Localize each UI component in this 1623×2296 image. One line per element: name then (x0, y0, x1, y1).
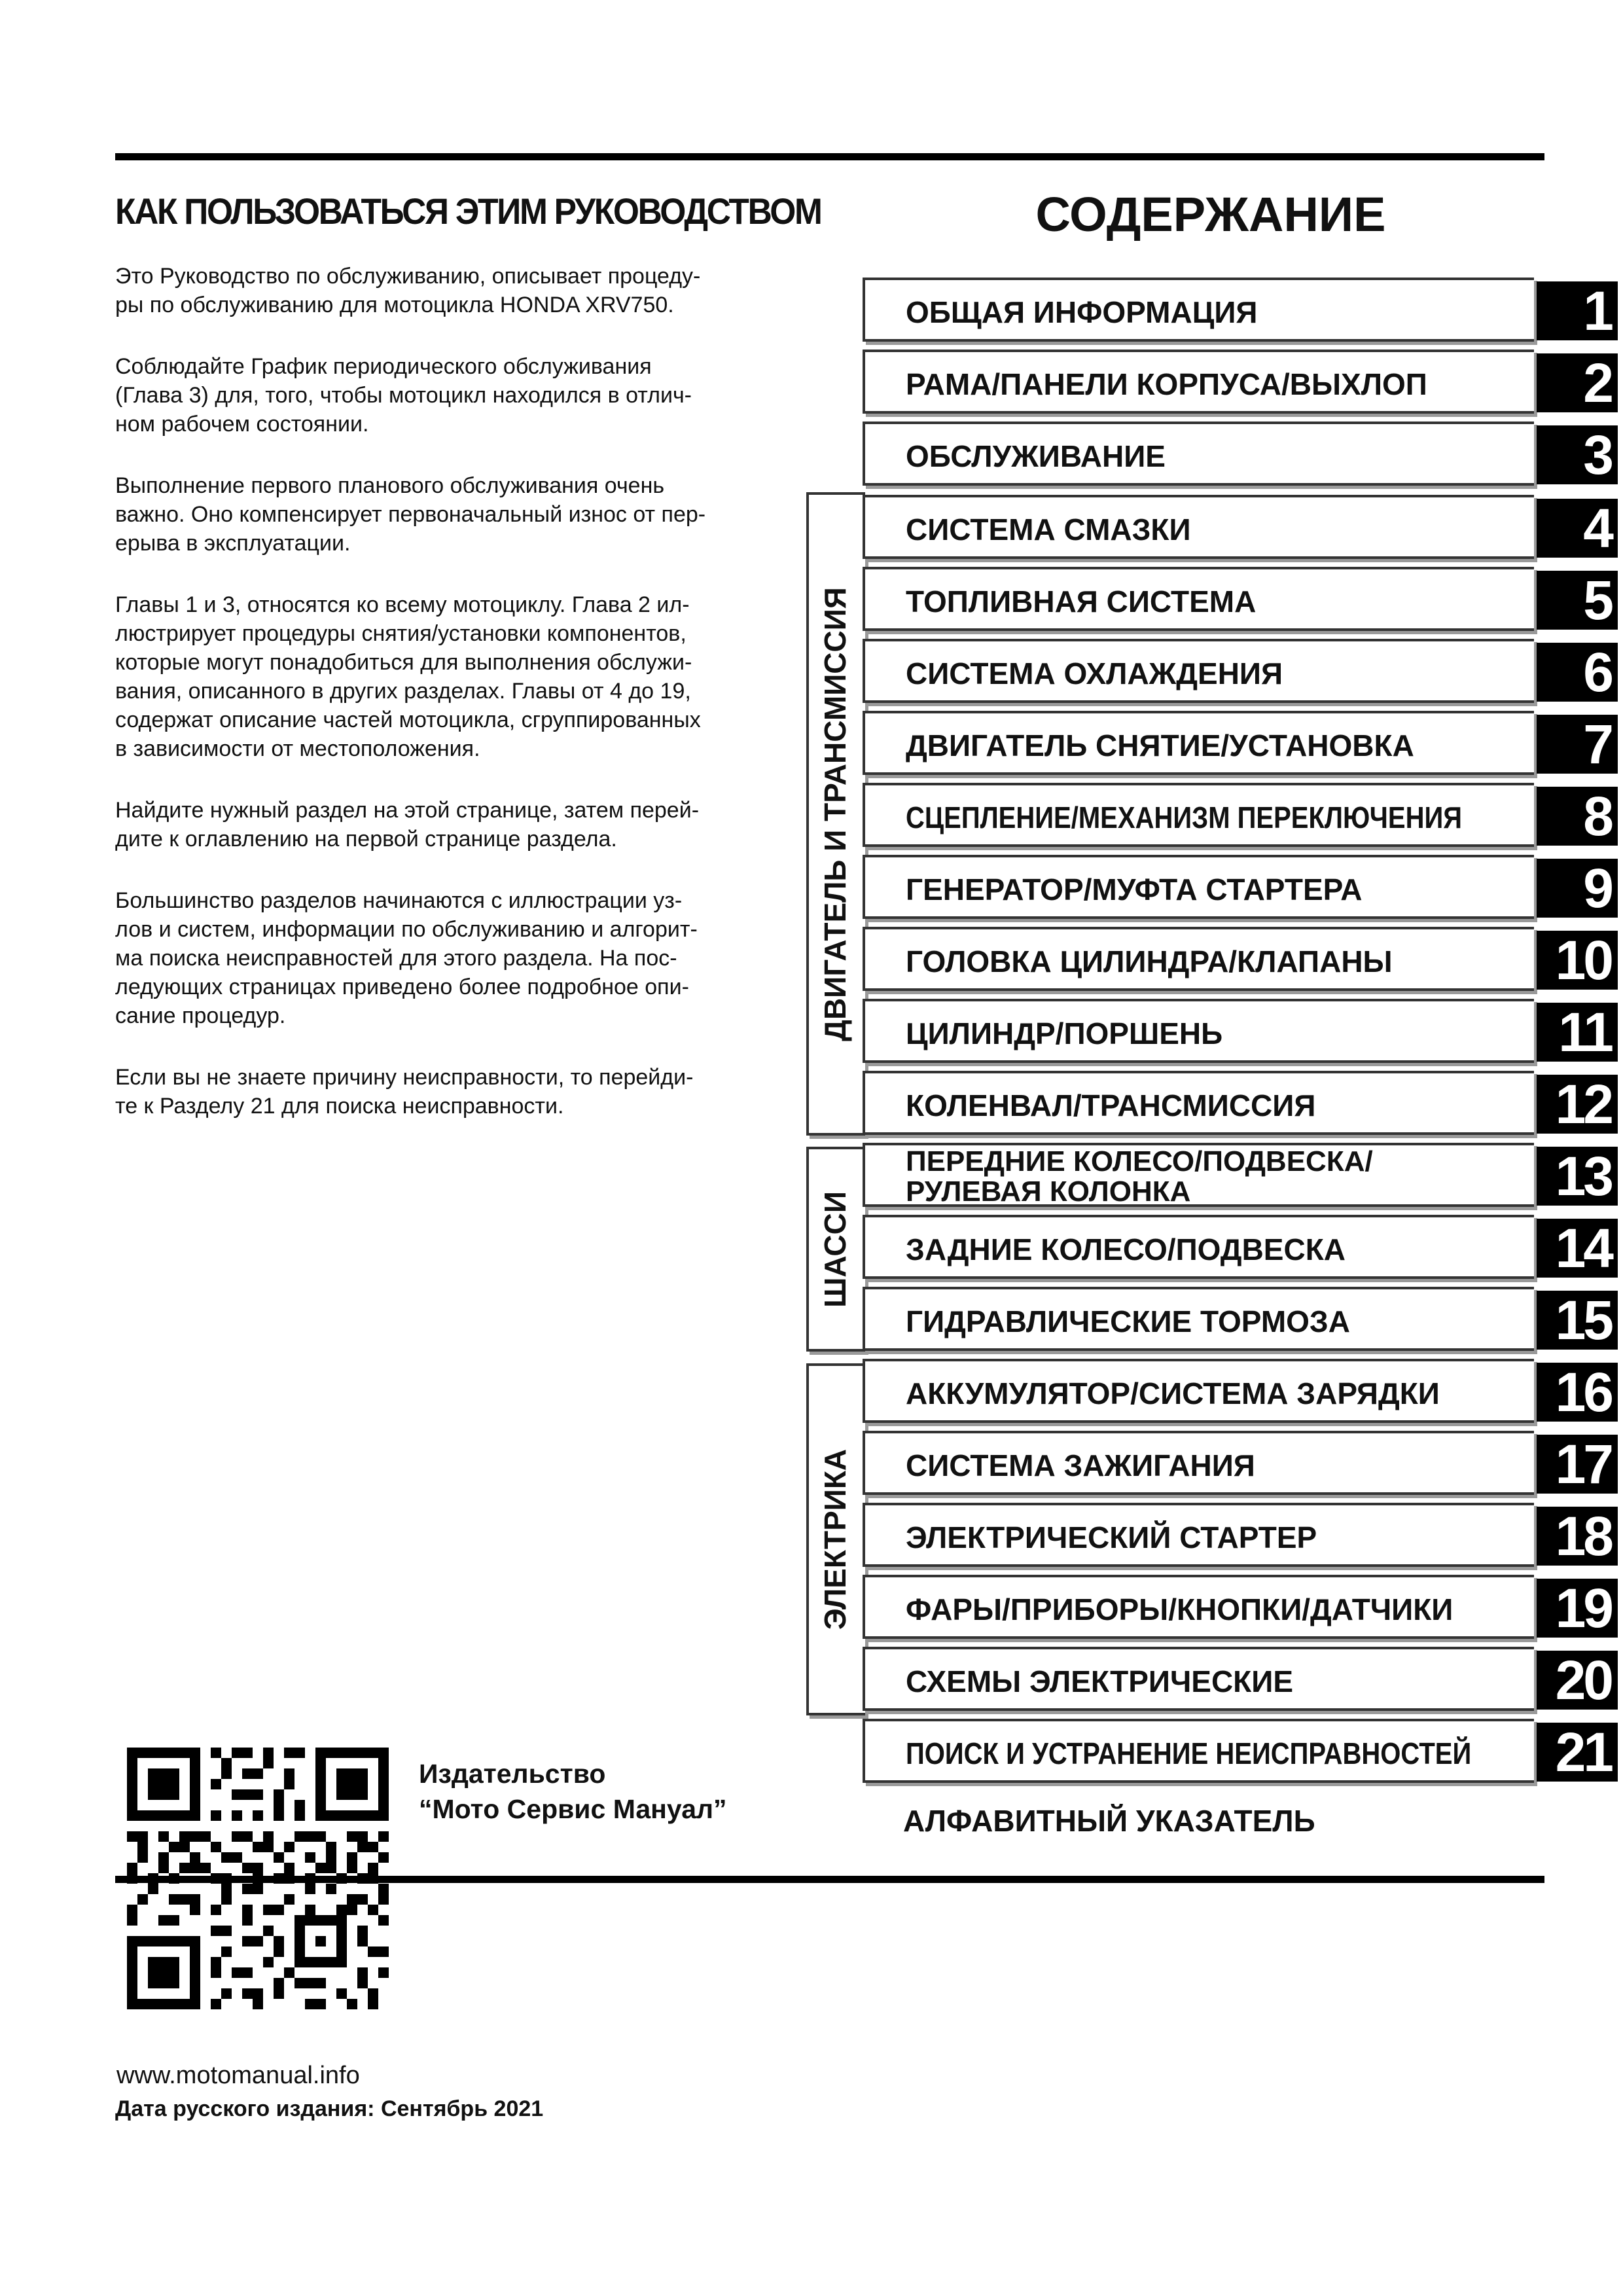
toc-entry-number: 16 (1537, 1363, 1618, 1422)
toc-entry-label: КОЛЕНВАЛ/ТРАНСМИССИЯ (906, 1088, 1316, 1122)
toc-entry-number: 10 (1537, 931, 1618, 990)
intro-paragraph: Это Руководство по обслуживанию, описывает процеду- ры по обслуживанию для мотоцикла HONDA XRV750. (115, 264, 701, 317)
toc-entry-label: ПЕРЕДНИЕ КОЛЕСО/ПОДВЕСКА/ РУЛЕВАЯ КОЛОНКА (906, 1145, 1373, 1208)
toc-entry-label: ЭЛЕКТРИЧЕСКИЙ СТАРТЕР (906, 1520, 1317, 1554)
left-section-title: КАК ПОЛЬЗОВАТЬСЯ ЭТИМ РУКОВОДСТВОМ (115, 190, 821, 232)
toc-entry-number: 17 (1537, 1435, 1618, 1494)
intro-paragraph: Соблюдайте График периодического обслуживания (Глава 3) для, того, чтобы мотоцикл находился в отлич- ном рабочем состоянии. (115, 354, 692, 437)
group-label: ЭЛЕКТРИКА (818, 1448, 852, 1630)
toc-entry-number: 5 (1537, 571, 1618, 630)
toc-entry-number: 13 (1537, 1147, 1618, 1206)
toc-entry-label: ГЕНЕРАТОР/МУФТА СТАРТЕРА (906, 872, 1363, 906)
intro-paragraph: Главы 1 и 3, относятся ко всему мотоциклу. Глава 2 ил- люстрирует процедуры снятия/установки компонентов, которые могут понадобиться для выполнения обслужи- вания, описанного в других разделах. Главы от 4 до 19, содержат описание частей мотоцикла, сгруппированных в зависимости от местоположения. (115, 592, 701, 761)
toc-entry-number: 15 (1537, 1291, 1618, 1350)
toc-entry[interactable] (863, 855, 1622, 920)
group-engine-transmission (806, 492, 865, 1136)
toc-entry-label: ТОПЛИВНАЯ СИСТЕМА (906, 584, 1257, 619)
toc-entry-number: 8 (1537, 787, 1618, 846)
toc-entry-number: 3 (1537, 425, 1618, 484)
toc-entry-number: 6 (1537, 643, 1618, 702)
publisher-line: Издательство (419, 1759, 606, 1789)
group-label: ШАССИ (818, 1191, 852, 1308)
toc-entry[interactable] (863, 1575, 1622, 1640)
toc-entry-label: СИСТЕМА СМАЗКИ (906, 512, 1191, 547)
toc-alphabetical-index[interactable]: АЛФАВИТНЫЙ УКАЗАТЕЛЬ (903, 1804, 1315, 1838)
intro-paragraph: Большинство разделов начинаются с иллюстрации уз- лов и систем, информации по обслуживанию и алгорит- ма поиска неисправностей для этого раздела. На пос- ледующих страницах приведено более подробное опи- сание процедур. (115, 888, 698, 1028)
group-chassis (806, 1147, 865, 1352)
group-label: ДВИГАТЕЛЬ И ТРАНСМИССИЯ (818, 586, 852, 1041)
toc-entry[interactable] (863, 1719, 1622, 1784)
toc-entry-label: ОБЩАЯ ИНФОРМАЦИЯ (906, 295, 1258, 329)
intro-paragraph: Найдите нужный раздел на этой странице, затем перей- дите к оглавлению на первой странице раздела. (115, 798, 700, 852)
toc-entry[interactable] (863, 639, 1622, 704)
toc-entry[interactable] (863, 1287, 1622, 1352)
toc-entry-label: ФАРЫ/ПРИБОРЫ/КНОПКИ/ДАТЧИКИ (906, 1592, 1454, 1626)
toc-entry[interactable] (863, 1359, 1622, 1424)
intro-paragraph: Если вы не знаете причину неисправности, то перейди- те к Разделу 21 для поиска неисправности. (115, 1065, 694, 1119)
toc-entry[interactable] (863, 1503, 1622, 1568)
toc-entry-number: 20 (1537, 1651, 1618, 1710)
toc-title: СОДЕРЖАНИЕ (1035, 187, 1386, 242)
toc-entry[interactable] (863, 1071, 1622, 1136)
toc-entry[interactable] (863, 422, 1622, 487)
toc-entry[interactable] (863, 999, 1622, 1064)
toc-entry-number: 12 (1537, 1075, 1618, 1134)
toc-entry-number: 19 (1537, 1579, 1618, 1638)
publisher (419, 1756, 727, 1827)
toc-entry[interactable] (863, 711, 1622, 776)
toc-entry-label: СИСТЕМА ОХЛАЖДЕНИЯ (906, 656, 1283, 691)
toc-entry-label: ЦИЛИНДР/ПОРШЕНЬ (906, 1016, 1223, 1050)
toc-entry-number: 9 (1537, 859, 1618, 918)
toc-entry[interactable] (863, 927, 1622, 992)
edition-date: Дата русского издания: Сентябрь 2021 (115, 2096, 544, 2121)
toc-entry-label: СЦЕПЛЕНИЕ/МЕХАНИЗМ ПЕРЕКЛЮЧЕНИЯ (906, 800, 1463, 834)
toc-entry-number: 2 (1537, 353, 1618, 412)
toc-entry-label: ГОЛОВКА ЦИЛИНДРА/КЛАПАНЫ (906, 944, 1393, 978)
toc-entry[interactable] (863, 1143, 1622, 1208)
toc-entry-number: 18 (1537, 1507, 1618, 1566)
toc-entry-label: ПОИСК И УСТРАНЕНИЕ НЕИСПРАВНОСТЕЙ (906, 1736, 1472, 1770)
toc-entry[interactable] (863, 278, 1622, 343)
toc-entry-number: 1 (1537, 281, 1618, 340)
group-electrical (806, 1363, 865, 1715)
toc-entry-label: СИСТЕМА ЗАЖИГАНИЯ (906, 1448, 1255, 1482)
toc-entry[interactable] (863, 1215, 1622, 1280)
toc-entry-label: АККУМУЛЯТОР/СИСТЕМА ЗАРЯДКИ (906, 1376, 1440, 1410)
toc-entry-label: ЗАДНИЕ КОЛЕСО/ПОДВЕСКА (906, 1232, 1346, 1266)
toc-entry-number: 7 (1537, 715, 1618, 774)
bottom-rule (115, 1876, 1544, 1883)
publisher-name: “Мото Сервис Мануал” (419, 1794, 727, 1824)
toc-entry[interactable] (863, 567, 1622, 632)
toc-entry[interactable] (863, 495, 1622, 560)
toc-entry-label: ГИДРАВЛИЧЕСКИЕ ТОРМОЗА (906, 1304, 1350, 1338)
toc-entry[interactable] (863, 1647, 1622, 1712)
toc-entry-number: 11 (1537, 1003, 1618, 1062)
toc-entry[interactable] (863, 783, 1622, 848)
website-link[interactable]: www.motomanual.info (116, 2062, 360, 2089)
toc-entry-number: 4 (1537, 499, 1618, 558)
top-rule (115, 153, 1544, 160)
toc-entry-label: ОБСЛУЖИВАНИЕ (906, 439, 1166, 473)
toc-entry-number: 14 (1537, 1219, 1618, 1278)
intro-paragraph: Выполнение первого планового обслуживания очень важно. Оно компенсирует первоначальный износ от пер- ерыва в эксплуатации. (115, 473, 706, 556)
intro-text (115, 262, 776, 1153)
toc-entry[interactable] (863, 350, 1622, 415)
toc-entry-label: ДВИГАТЕЛЬ СНЯТИЕ/УСТАНОВКА (906, 728, 1414, 762)
toc-entry[interactable] (863, 1431, 1622, 1496)
toc-entry-label: СХЕМЫ ЭЛЕКТРИЧЕСКИЕ (906, 1664, 1294, 1698)
toc-entry-label: РАМА/ПАНЕЛИ КОРПУСА/ВЫХЛОП (906, 367, 1427, 401)
toc-entry-number: 21 (1537, 1723, 1618, 1782)
